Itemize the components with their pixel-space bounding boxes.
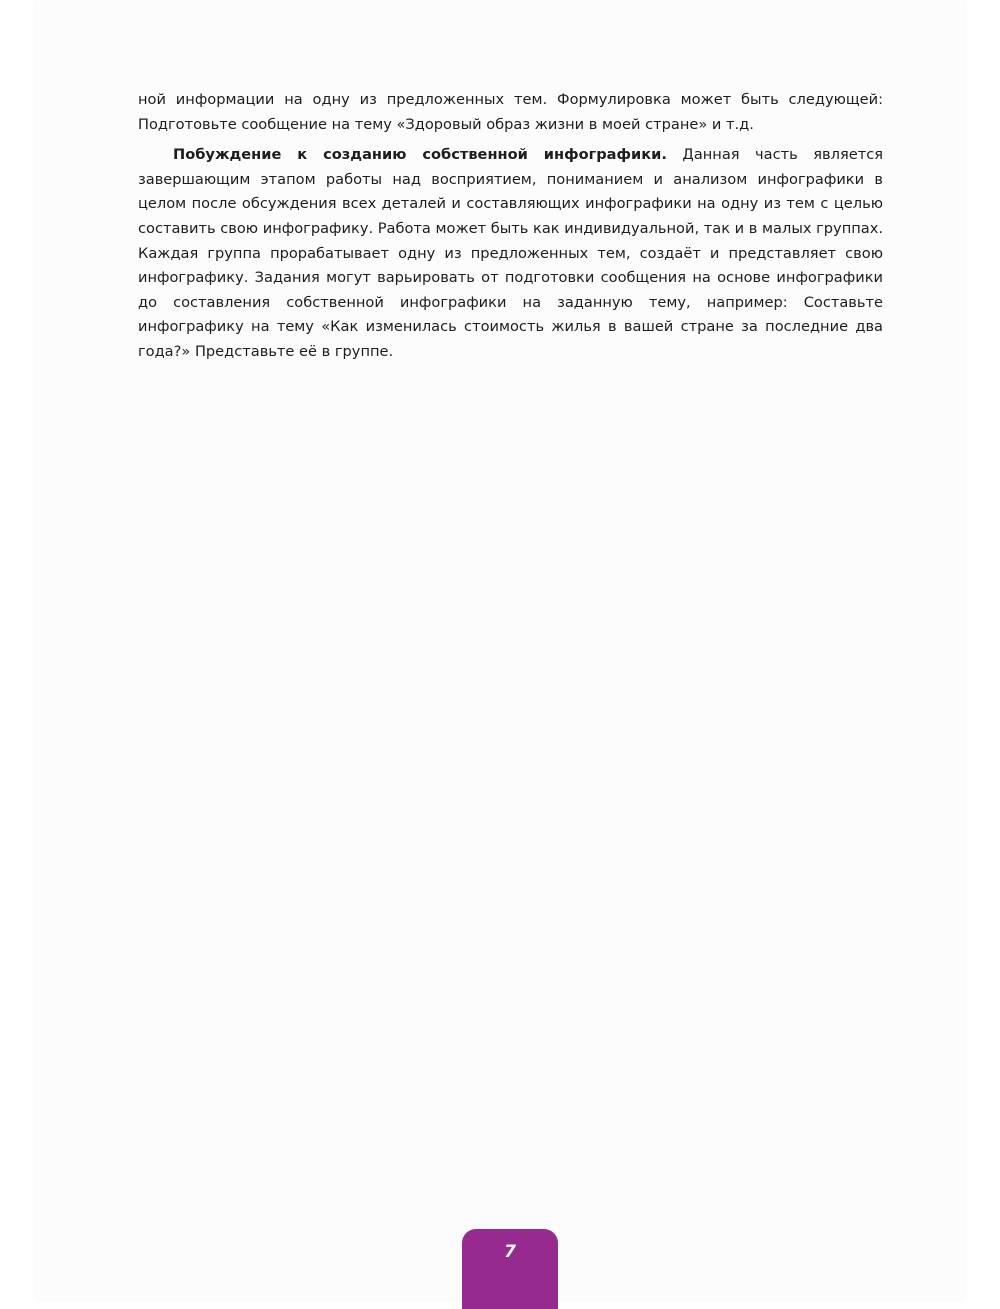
paragraph-one: ной информации на одну из предложенных тем. Формулировка может быть следующей: Подготовьте сообщение на тему «Здоровый образ жизни в моей стране» и т.д.	[138, 91, 883, 133]
body-text	[138, 88, 883, 365]
paragraph-two	[138, 143, 883, 364]
page-number: 7	[504, 1242, 516, 1262]
paragraph-two-text: Данная часть является завершающим этапом работы над восприятием, пониманием и анализом инфографики в целом после обсуждения всех деталей и составляющих инфографики на одну из тем с целью составить свою инфографику. Работа может быть как индивидуальной, так и в малых группах. Каждая группа прорабатывает одну из предложенных тем, создаёт и представляет свою инфографику. Задания могут варьировать от подготовки сообщения на основе инфографики до составления собственной инфографики на заданную тему, например: Составьте инфографику на тему «Как изменилась стоимость жилья в вашей стране за последние два года?» Представьте её в группе.	[138, 146, 883, 360]
page-number-tab	[462, 1229, 558, 1309]
paragraph-two-lead: Побуждение к созданию собственной инфографики.	[173, 146, 667, 164]
